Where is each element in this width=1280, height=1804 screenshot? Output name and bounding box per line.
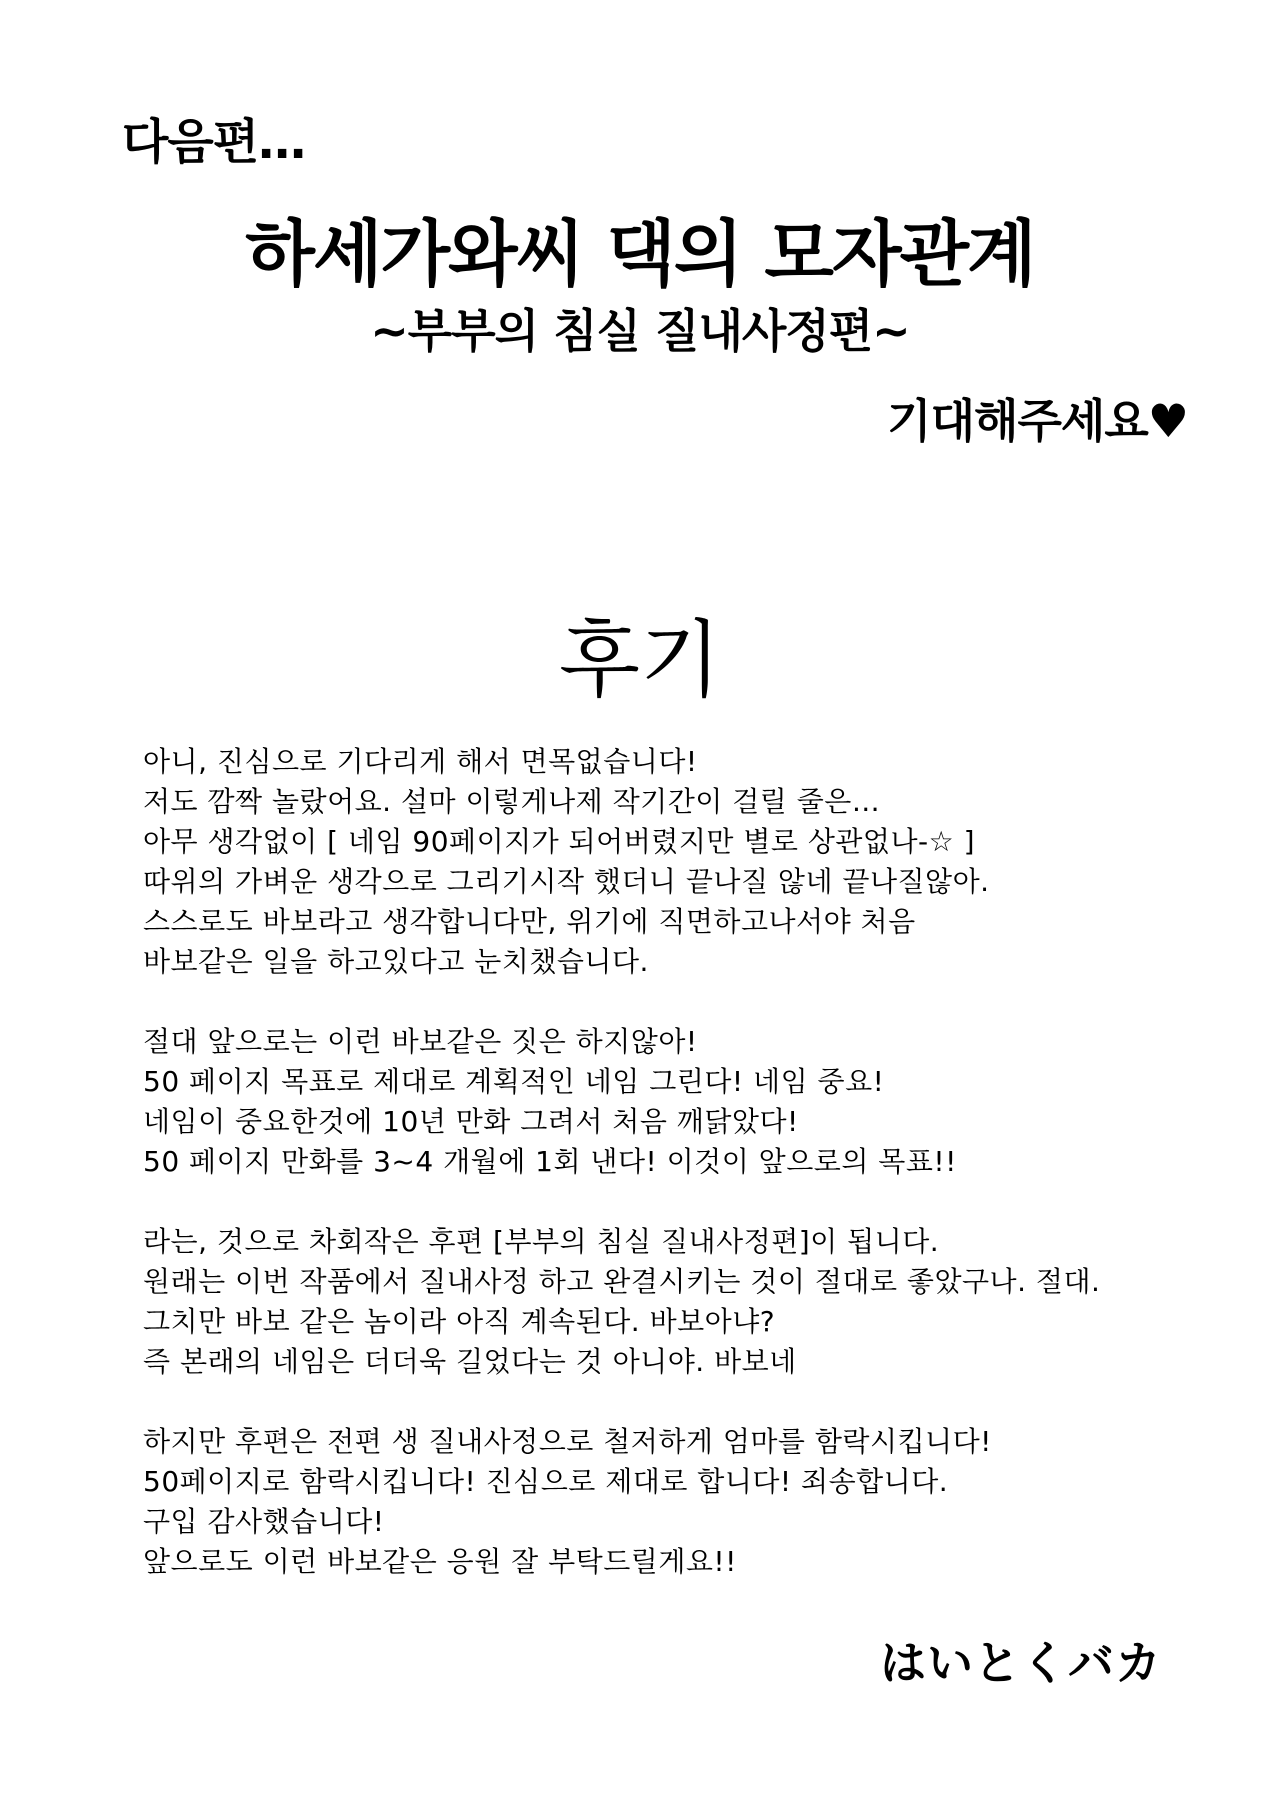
afterword-line: 절대 앞으로는 이런 바보같은 짓은 하지않아! xyxy=(143,1025,698,1058)
afterword-heading: 후기 xyxy=(558,611,722,709)
afterword-line: 즉 본래의 네임은 더더욱 길었다는 것 아니야. 바보네 xyxy=(143,1345,797,1378)
afterword-line: 구입 감사했습니다! xyxy=(143,1505,385,1538)
afterword-line: 하지만 후편은 전편 생 질내사정으로 철저하게 엄마를 함락시킵니다! xyxy=(143,1425,992,1458)
next-episode-subtitle: ~부부의 침실 질내사정편~ xyxy=(370,304,910,358)
afterword-line: 라는, 것으로 차회작은 후편 [부부의 침실 질내사정편]이 됩니다. xyxy=(143,1225,940,1258)
afterword-line: 스스로도 바보라고 생각합니다만, 위기에 직면하고나서야 처음 xyxy=(143,905,916,938)
author-signature: はいとくバカ xyxy=(880,1636,1162,1690)
afterword-line: 저도 깜짝 놀랐어요. 설마 이렇게나제 작기간이 걸릴 줄은… xyxy=(143,785,881,818)
afterword-paragraph xyxy=(143,742,1223,982)
afterword-line: 바보같은 일을 하고있다고 눈치챘습니다. xyxy=(143,945,649,978)
afterword-line: 50 페이지 만화를 3~4 개월에 1회 낸다! 이것이 앞으로의 목표!! xyxy=(143,1145,957,1178)
afterword-line: 원래는 이번 작품에서 질내사정 하고 완결시키는 것이 절대로 좋았구나. 절대. xyxy=(143,1265,1101,1298)
afterword-line: 네임이 중요한것에 10년 만화 그려서 처음 깨닭았다! xyxy=(143,1105,799,1138)
afterword-paragraph xyxy=(143,1022,1223,1182)
afterword-body xyxy=(143,742,1223,1622)
afterword-line: 아니, 진심으로 기다리게 해서 면목없습니다! xyxy=(143,745,698,778)
afterword-line: 50페이지로 함락시킵니다! 진심으로 제대로 합니다! 죄송합니다. xyxy=(143,1465,949,1498)
afterword-line: 그치만 바보 같은 놈이라 아직 계속된다. 바보아냐? xyxy=(143,1305,776,1338)
afterword-paragraph xyxy=(143,1222,1223,1382)
afterword-line: 50 페이지 목표로 제대로 계획적인 네임 그린다! 네임 중요! xyxy=(143,1065,885,1098)
afterword-paragraph xyxy=(143,1422,1223,1582)
afterword-line: 앞으로도 이런 바보같은 응원 잘 부탁드릴게요!! xyxy=(143,1545,737,1578)
next-episode-title: 하세가와씨 댁의 모자관계 xyxy=(245,212,1035,296)
look-forward-text: 기대해주세요♥ xyxy=(887,394,1188,448)
afterword-line: 아무 생각없이 [ 네임 90페이지가 되어버렸지만 별로 상관없나-☆ ] xyxy=(143,825,976,858)
next-episode-label: 다음편… xyxy=(122,114,306,170)
afterword-line: 따위의 가벼운 생각으로 그리기시작 했더니 끝나질 않네 끝나질않아. xyxy=(143,865,990,898)
